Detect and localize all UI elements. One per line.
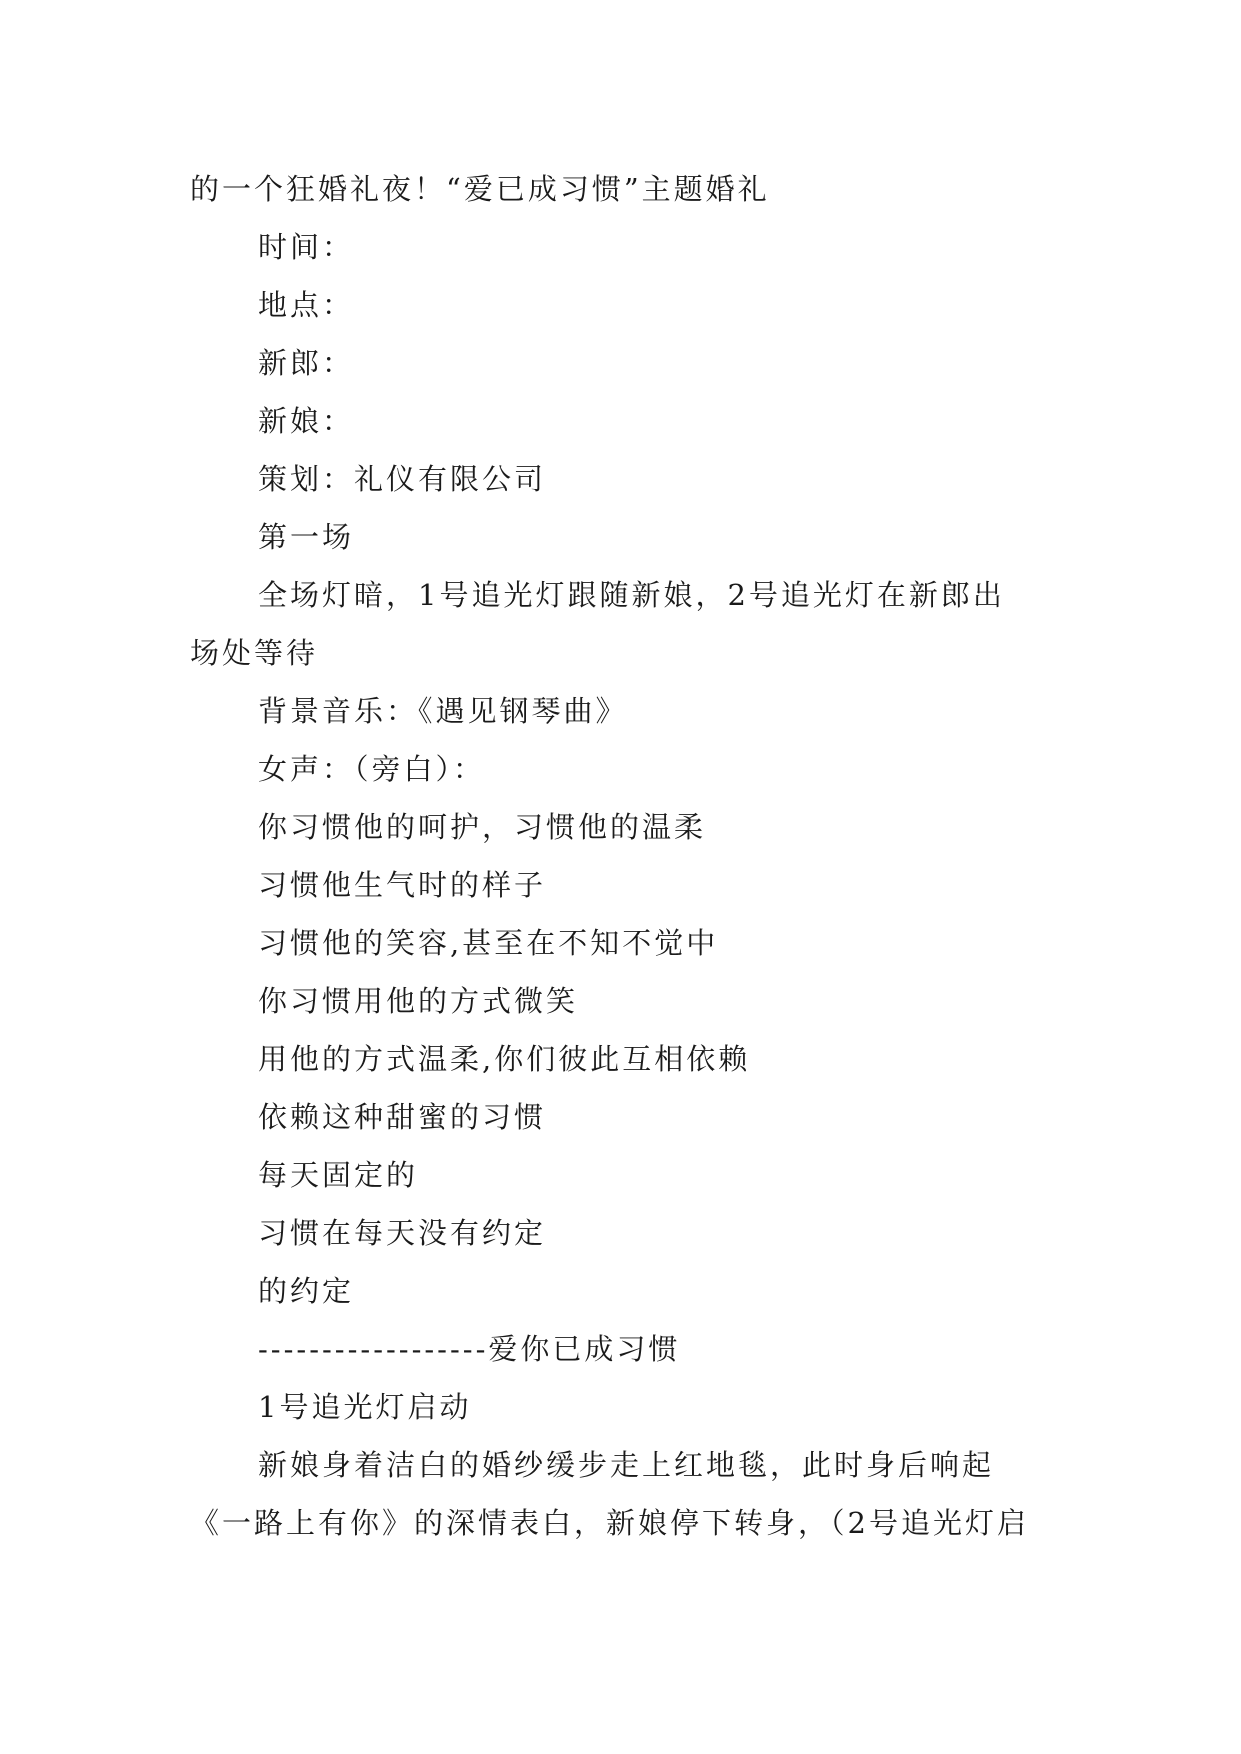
text-line: 《一路上有你》的深情表白，新娘停下转身，（2号追光灯启 [190,1506,1029,1540]
narration-line: 习惯在每天没有约定 [258,1216,547,1250]
document-body [190,160,1060,1552]
narration-line: 习惯他的笑容,甚至在不知不觉中 [258,926,719,960]
background-music-line: 背景音乐：《遇见钢琴曲》 [258,694,628,728]
groom-field-label: 新郎： [258,346,355,380]
text-line: 全场灯暗，1号追光灯跟随新娘，2号追光灯在新郎出 [258,578,1005,612]
bride-field-label: 新娘： [258,404,355,438]
narration-line: 每天固定的 [258,1158,419,1192]
text-line: 场处等待 [190,636,319,670]
cue-line: 1号追光灯启动 [258,1390,472,1424]
time-field-label: 时间： [258,230,355,264]
narration-line: 用他的方式温柔,你们彼此互相依赖 [258,1042,751,1076]
narration-line: 依赖这种甜蜜的习惯 [258,1100,547,1134]
narration-line: 习惯他生气时的样子 [258,868,547,902]
narration-line: 你习惯他的呵护，习惯他的温柔 [258,810,707,844]
section-heading: 第一场 [258,520,355,554]
text-line: 新娘身着洁白的婚纱缓步走上红地毯，此时身后响起 [258,1448,995,1482]
narration-line: 你习惯用他的方式微笑 [258,984,579,1018]
location-field-label: 地点： [258,288,355,322]
narration-signature: ------------------爱你已成习惯 [258,1332,681,1366]
narration-line: 的约定 [258,1274,355,1308]
narration-label: 女声：（旁白）： [258,752,486,786]
planner-line: 策划：礼仪有限公司 [258,462,547,496]
text-line: 的一个狂婚礼夜！“爱已成习惯”主题婚礼 [190,172,770,206]
